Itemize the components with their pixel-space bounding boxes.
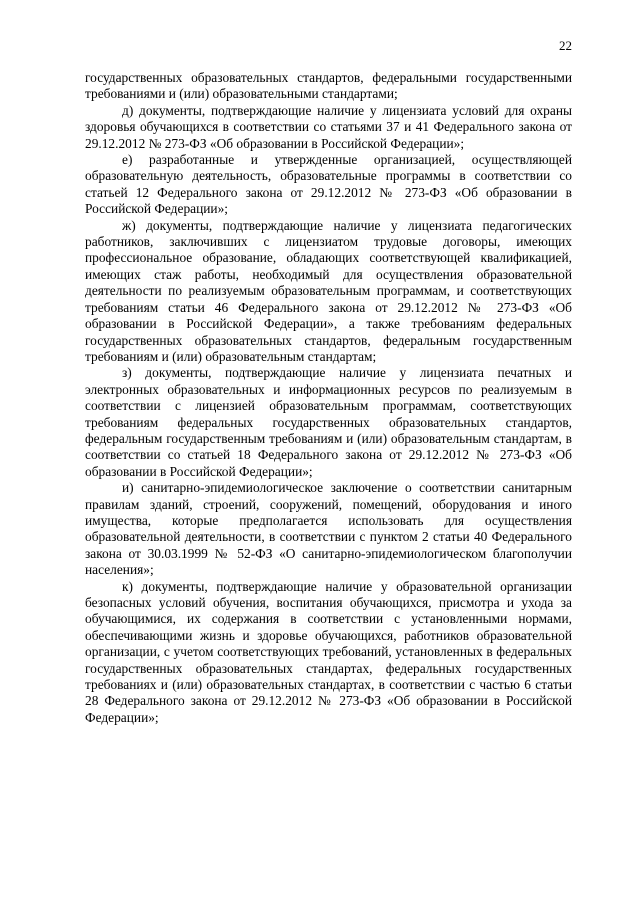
paragraph-item-k: к) документы, подтверждающие наличие у образовательной организации безопасных условий обучения, воспитания обучающихся, присмотра и ухода за обучающимися, их содержания в соответствии с установленными нормами, обеспечивающими жизнь и здоровье обучающихся, работников образовательной организации, с учетом соответствующих требований, установленных в федеральных государственных образовательных стандартах, федеральных государственных требованиях и (или) образовательных стандартах, в соответствии с частью 6 статьи 28 Федерального закона от 29.12.2012 № 273-ФЗ «Об образовании в Российской Федерации»; [85,578,572,725]
paragraph-item-e: е) разработанные и утвержденные организацией, осуществляющей образовательную деятельность, образовательные программы в соответствии со статьей 12 Федерального закона от 29.12.2012 № 273-ФЗ «Об образовании в Российской Федерации»; [85,152,572,217]
paragraph-continuation: государственных образовательных стандартов, федеральными государственными требованиями и (или) образовательными стандартами; [85,70,572,102]
page-number: 22 [559,38,572,53]
paragraph-item-i: и) санитарно-эпидемиологическое заключение о соответствии санитарным правилам зданий, строений, сооружений, помещений, оборудования и иного имущества, которые предполагается использовать для осуществления образовательной деятельности, в соответствии с пунктом 2 статьи 40 Федерального закона от 30.03.1999 № 52-ФЗ «О санитарно-эпидемиологическом благополучии населения»; [85,480,572,578]
document-body [85,70,572,726]
paragraph-item-z: з) документы, подтверждающие наличие у лицензиата печатных и электронных образовательных и информационных ресурсов по реализуемым в соответствии с лицензией образовательным программам, соответствующих требованиям федеральных государственных образовательных стандартов, федеральным государственным требованиям и (или) образовательным стандартам, в соответствии со статьей 18 Федерального закона от 29.12.2012 № 273-ФЗ «Об образовании в Российской Федерации»; [85,365,572,479]
paragraph-item-zh: ж) документы, подтверждающие наличие у лицензиата педагогических работников, заключивших с лицензиатом трудовые договоры, имеющих профессиональное образование, обладающих соответствующей квалификацией, имеющих стаж работы, необходимый для осуществления образовательной деятельности по реализуемым образовательным программам, и соответствующих требованиям статьи 46 Федерального закона от 29.12.2012 № 273-ФЗ «Об образовании в Российской Федерации», а также требованиям федеральных государственных образовательных стандартов, федеральным государственным требованиям и (или) образовательным стандартам; [85,217,572,364]
paragraph-item-d: д) документы, подтверждающие наличие у лицензиата условий для охраны здоровья обучающихся в соответствии со статьями 37 и 41 Федерального закона от 29.12.2012 № 273-ФЗ «Об образовании в Российской Федерации»; [85,102,572,151]
